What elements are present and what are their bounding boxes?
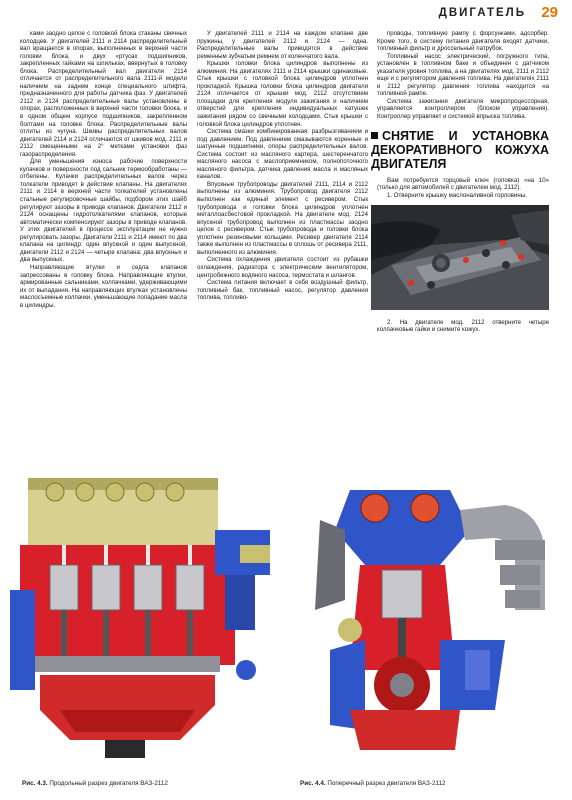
text-column-1 — [20, 30, 187, 309]
paragraph: Для уменьшения износа рабочие поверхности кулачков и поверхности под сальник термообработаны — отбелены. Кулачки распределительных валов через толкатели приводят в действие клапаны. На двигателях 2111 и 2114 в верхней части толкателей установлены стальные регулировочные шайбы, подбором этих шайб регулируют зазоры в приводе клапанов. Двигатели 2112 и 2124 оснащены гидротолкателями клапанов, которые автоматически компенсируют зазоры в приводе клапанов. У этих двигателей в процессе эксплуатации не нужно регулировать зазоры. Двигатели 2111 и 2114 имеют по два клапана на цилиндр: один впускной и один выпускной, двигатели 2112 и 2124 — четыре клапана: два впускных и два выпускных. — [20, 158, 187, 264]
caption-text: Поперечный разрез двигателя ВАЗ-2112 — [327, 780, 446, 787]
running-head: ДВИГАТЕЛЬ — [438, 7, 526, 19]
caption-number: Рис. 4.3. — [22, 780, 48, 787]
paragraph: 1. Отверните крышку маслоналивной горловины. — [387, 191, 527, 199]
paragraph: проводы, топливную рампу с форсунками, адсорбер. Кроме того, в систему питания двигателя входят датчики, топливный фильтр и дроссельный патрубок. — [377, 30, 549, 53]
figure-4-3-caption — [22, 780, 168, 787]
paragraph: Топливный насос электрический, погружного типа, установлен в топливном баке и объединен с датчиком указателя уровня топлива, а на двигателях мод. 2111 и 2112 еще и с регулятором давления топлива. На двигателях 2111 и 2112 регулятор давления топлива находится на топливной рампе. — [377, 52, 549, 98]
paragraph: Вам потребуется торцовый ключ (головка) «на 10» (только для автомобилей с двигателем мод. 2112). — [377, 176, 549, 192]
page-number: 29 — [541, 4, 558, 21]
paragraph: ками заодно целое с головкой блока стаканы свечных колодцев. У двигателей 2111 и 2114 распределительный вал вращается в опорах, выполненных в верхней части головки блока, и двух «ртусах подшипников, закрепленных гайками на шпильках, ввернутых в головку блока. Распределительный вал двигателя 2114 отличается от распределительного вала 2111-й модели наличием на заднем конце специального штифта, предназначенного для работы датчика фаз. У двигателей 2112 и 2124 распределительные валы установлены в опорах, расположенных в верхней части головки блока, и в одном общем корпусе подшипников, закрепленном болтами на головке блока. Распределительные валы отлиты из чугуна. Шкивы распределительных валов двигателей 2114 и 2124 отличаются от шкивов мод. 2111 и 2112 смещенными на 2° метками установки фаз газораспределения. — [20, 30, 187, 158]
paragraph: Система зажигания двигателя микропроцессорная, управляется контроллером (блоком управления). Контроллер управляет и системой впрыска топлива. — [377, 97, 549, 121]
transverse-section-figure — [290, 470, 560, 775]
engine-photo — [371, 205, 549, 310]
paragraph: Направляющие втулки и седла клапанов запрессованы в головку блока. Направляющие втулки, армированные сальниками, колпачками, удерживающими их от выпадания. На направляющих втулках установлены маслосъемные колпачки, уменьшающие попадание масла в цилиндры. — [20, 263, 187, 309]
paragraph: Система смазки комбинированная: разбрызгиванием и под давлением. Под давлением смазываются коренные и шатунные подшипники, опоры распределительных валов. Система состоит из масляного картера, шестеренчатого масляного насоса с маслоприемником, полнопоточного масляного фильтра, датчика давления масла и масляных каналов. — [197, 128, 368, 181]
section-title: СНЯТИЕ И УСТАНОВКА ДЕКОРАТИВНОГО КОЖУХА ДВИГАТЕЛЯ — [371, 128, 549, 171]
paragraph: У двигателей 2111 и 2114 на каждом клапане две пружины, у двигателей 2112 и 2124 — одна. Распределительные валы приводятся в действие ременным зубчатым ремнем от коленчатого вала. — [197, 30, 368, 60]
paragraph: Система питания включает в себя воздушный фильтр, топливный бак, топливный насос, регулятор давления топлива, топливо- — [197, 279, 368, 302]
figure-4-4-caption — [300, 780, 446, 787]
text-column-2 — [197, 30, 368, 302]
paragraph: Крышки головки блока цилиндров выполнены из алюминия. На двигателях 2111 и 2114 крышки одинаковые. Стык крышки с головкой блока цилиндров уплотнен прокладкой. Крышка головки блока цилиндров двигателя 2124 отличается от крышки мод. 2112 отсутствием площадки для крепления модуля зажигания и наличием отверстий для крепления индивидуальных катушек зажигания рядом со свечными колодцами. Стык крышки с головкой блока цилиндров уплотнен. — [197, 60, 368, 128]
caption-text: Продольный разрез двигателя ВАЗ-2112 — [49, 780, 168, 787]
square-bullet-icon — [371, 132, 378, 139]
paragraph: Система охлаждения двигателя состоит из рубашки охлаждения, радиатора с электрическим вентилятором, центробежного водяного насоса, термостата и шлангов. — [197, 256, 368, 279]
page-header — [0, 0, 572, 28]
section-heading — [371, 129, 549, 171]
paragraph: Впускные трубопроводы двигателей 2111, 2114 и 2112 выполнены из алюминия. Трубопровод двигателя 2112 выполнен как единый элемент с ресивером. Стык трубопровода и головки блока цилиндров уплотнен металлоасбестовой прокладкой. На двигателе мод. 2124 впускной трубопровод выполнен из пластмассы заодно целое с ресивером. Стык трубопровода и головки блока уплотнен резиновыми кольцами. Ресивер двигателя 2114 также выполнен из пластмассы в сплошь от ресивера 2111, выполненного из алюминия. — [197, 180, 368, 256]
text-column-3 — [371, 30, 549, 334]
caption-number: Рис. 4.4. — [300, 780, 326, 787]
paragraph: 2. На двигателе мод. 2112 отверните четыре колпачковые гайки и снимите кожух. — [377, 318, 549, 334]
longitudinal-section-figure — [10, 470, 280, 775]
